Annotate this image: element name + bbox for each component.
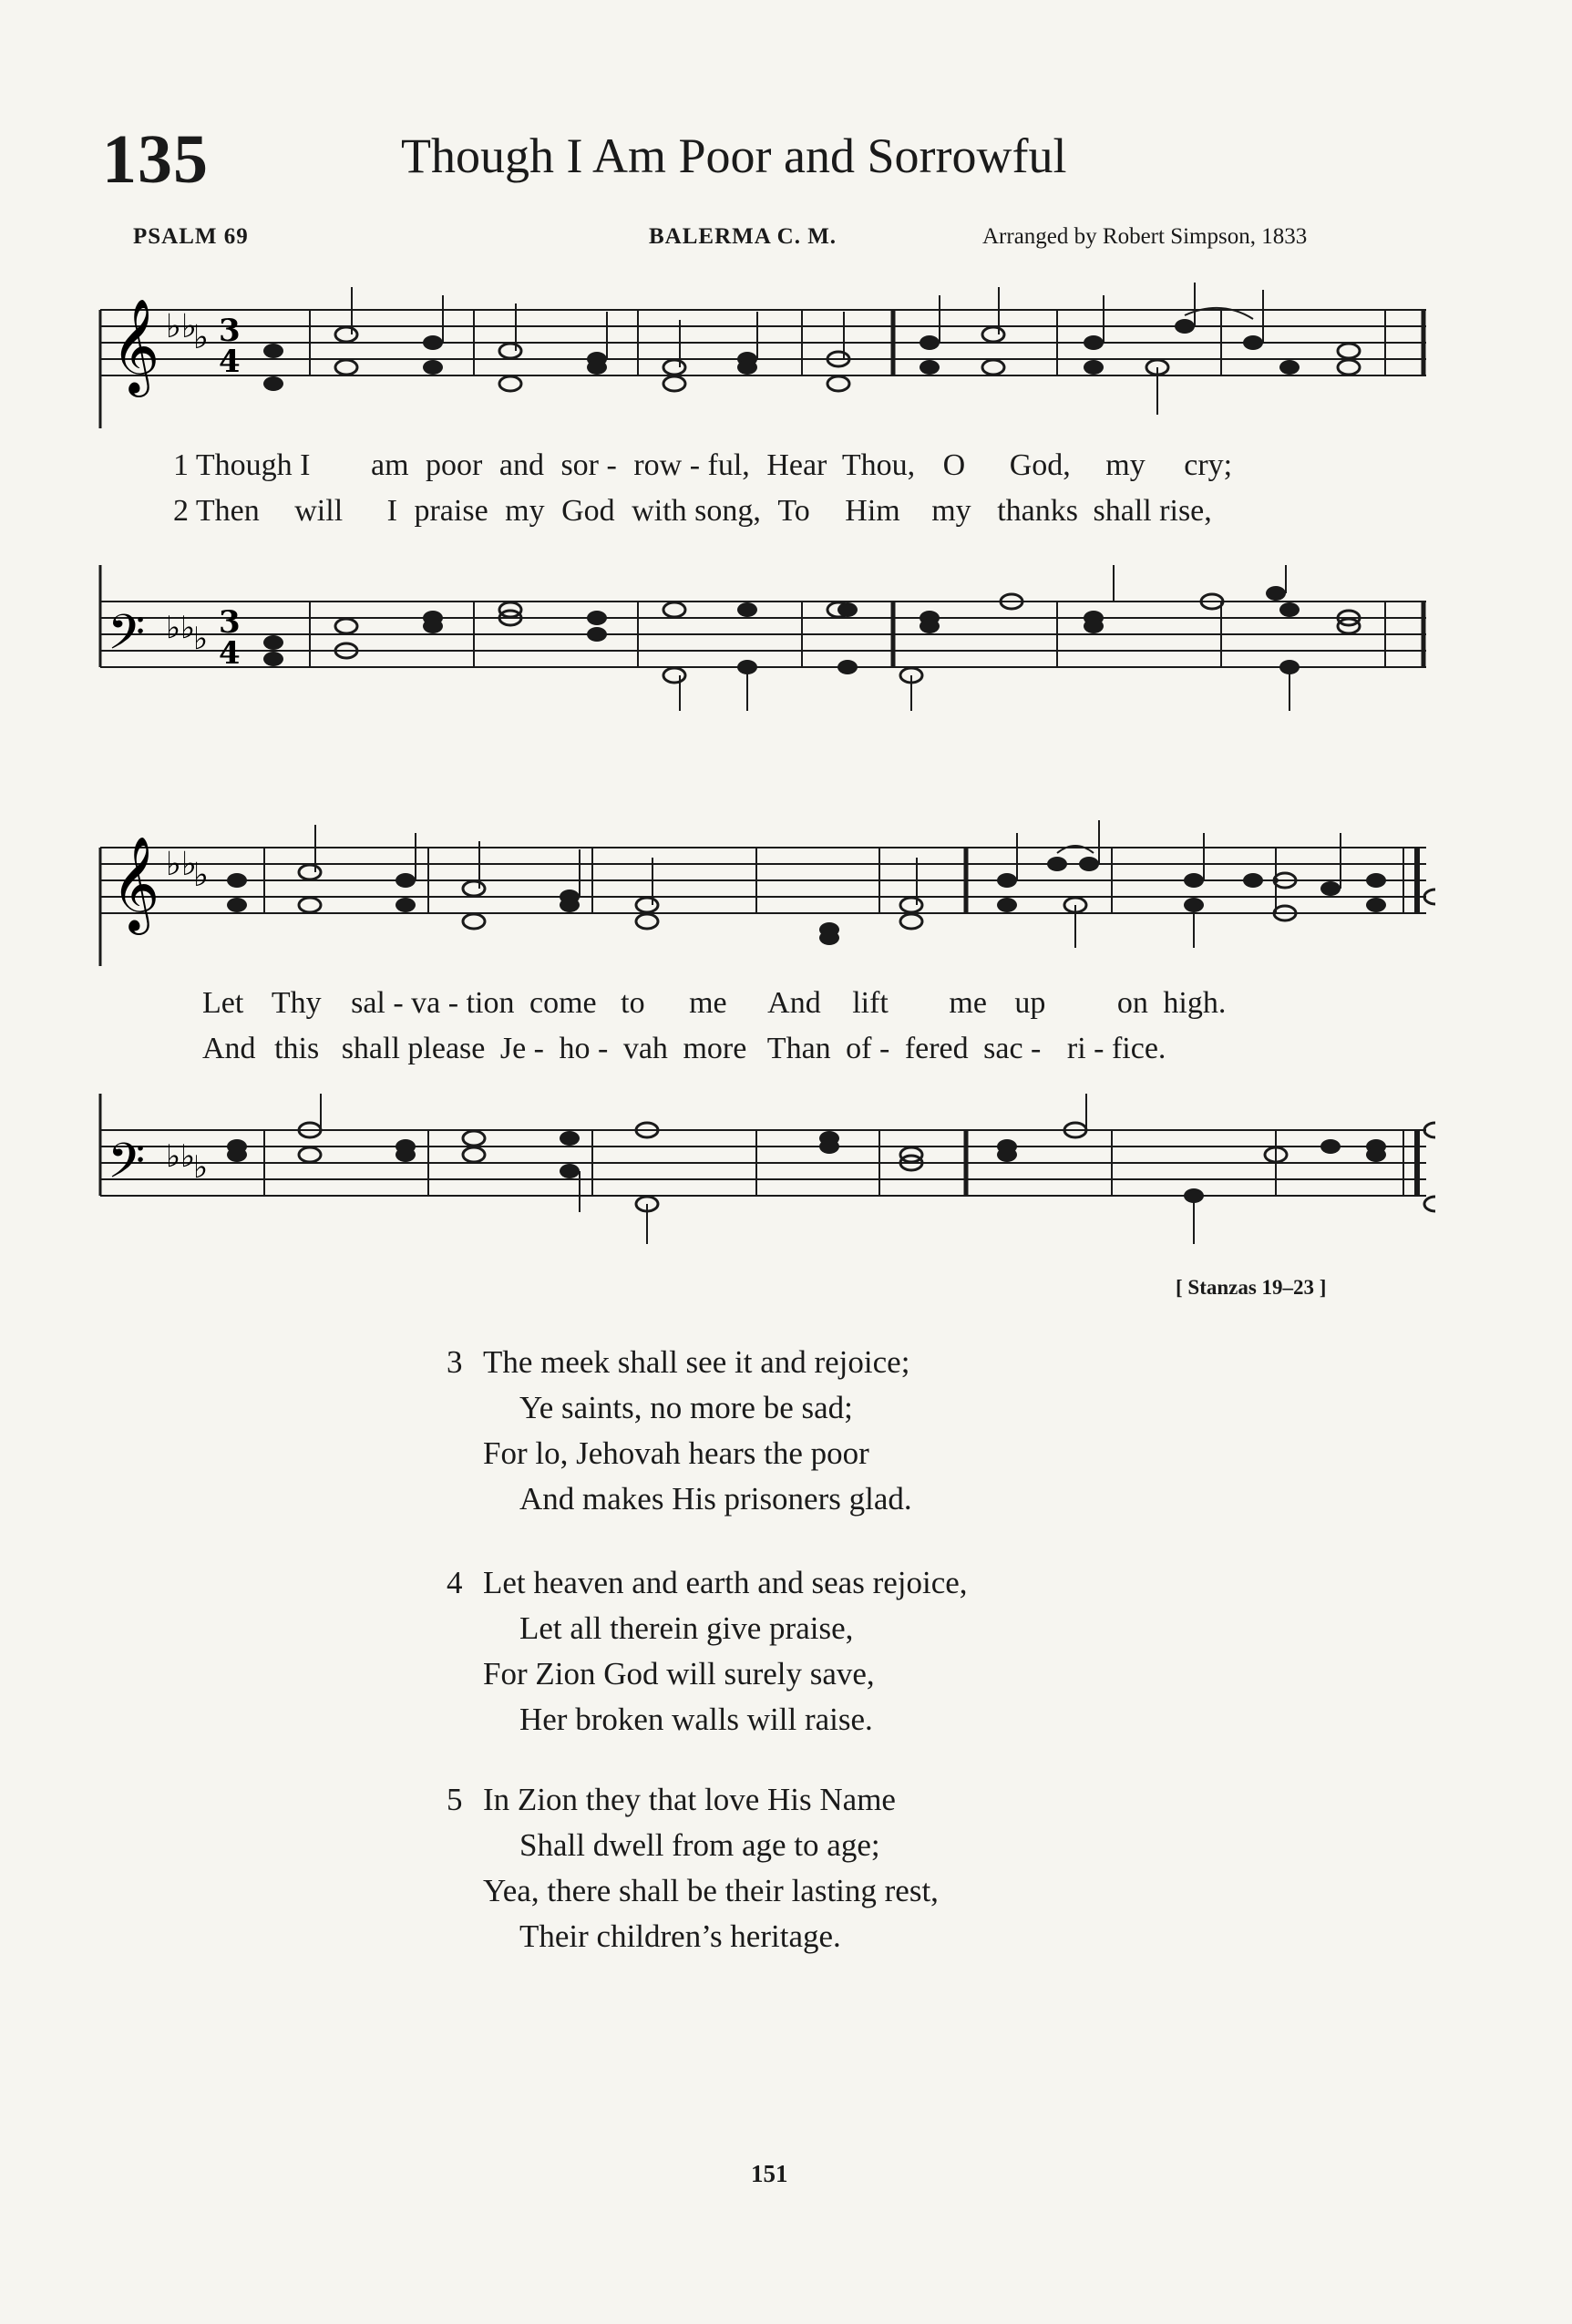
lyrics-system-1-verse-1: 1 Though I am poor and sor - row - ful, Hear Thou, O God, my cry; [173,448,1233,482]
hymn-title: Though I Am Poor and Sorrowful [401,129,1067,183]
svg-text:4: 4 [219,635,241,672]
svg-text:♭: ♭ [193,621,209,657]
svg-text:♭: ♭ [193,1149,209,1186]
page-number: 151 [751,2160,788,2187]
svg-text:♭♭: ♭♭ [166,846,197,883]
hymn-number: 135 [102,121,209,198]
stanza-4: 4 Let heaven and earth and seas rejoice, Let all therein give praise, For Zion God will surely save, Her broken walls will raise. [447,1560,968,1743]
svg-text:𝄞: 𝄞 [111,298,160,394]
svg-text:♭♭: ♭♭ [166,1138,196,1175]
arranger-credit: Arranged by Robert Simpson, 1833 [982,224,1308,249]
svg-text:3: 3 [219,313,241,349]
stanza-number: 5 [447,1782,463,1817]
tune-name: BALERMA C. M. [649,224,837,249]
treble-staff-system-2 [91,820,1435,975]
svg-text:♭: ♭ [193,319,209,356]
bass-staff-system-1 [91,565,1435,729]
svg-text:♭: ♭ [193,857,209,894]
svg-text:𝄢: 𝄢 [108,1134,146,1201]
stanzas-reference: [ Stanzas 19–23 ] [1176,1276,1327,1299]
svg-text:3: 3 [219,604,241,641]
svg-text:♭♭: ♭♭ [166,308,197,345]
lyrics-system-2-verse-1: Let Thy sal - va - tion come to me And lift me up on high. [202,986,1227,1020]
psalm-reference: PSALM 69 [133,224,249,249]
svg-text:♭♭: ♭♭ [166,610,196,646]
stanza-3: 3 The meek shall see it and rejoice; Ye saints, no more be sad; For lo, Jehovah hears the poor And makes His prisoners glad. [447,1340,912,1522]
svg-text:4: 4 [219,344,241,380]
svg-text:𝄢: 𝄢 [108,605,146,673]
stanza-number: 4 [447,1565,463,1600]
lyrics-system-1-verse-2: 2 Then will I praise my God with song, To Him my thanks shall rise, [173,494,1212,528]
bass-staff-system-2 [91,1094,1435,1258]
lyrics-system-2-verse-2: And this shall please Je - ho - vah more Than of - fered sac - ri - fice. [202,1032,1166,1065]
svg-text:𝄞: 𝄞 [111,836,160,931]
stanza-number: 3 [447,1344,463,1380]
stanza-5: 5 In Zion they that love His Name Shall dwell from age to age; Yea, there shall be their lasting rest, Their children’s heritage. [447,1777,939,1959]
treble-staff-system-1 [91,283,1435,437]
